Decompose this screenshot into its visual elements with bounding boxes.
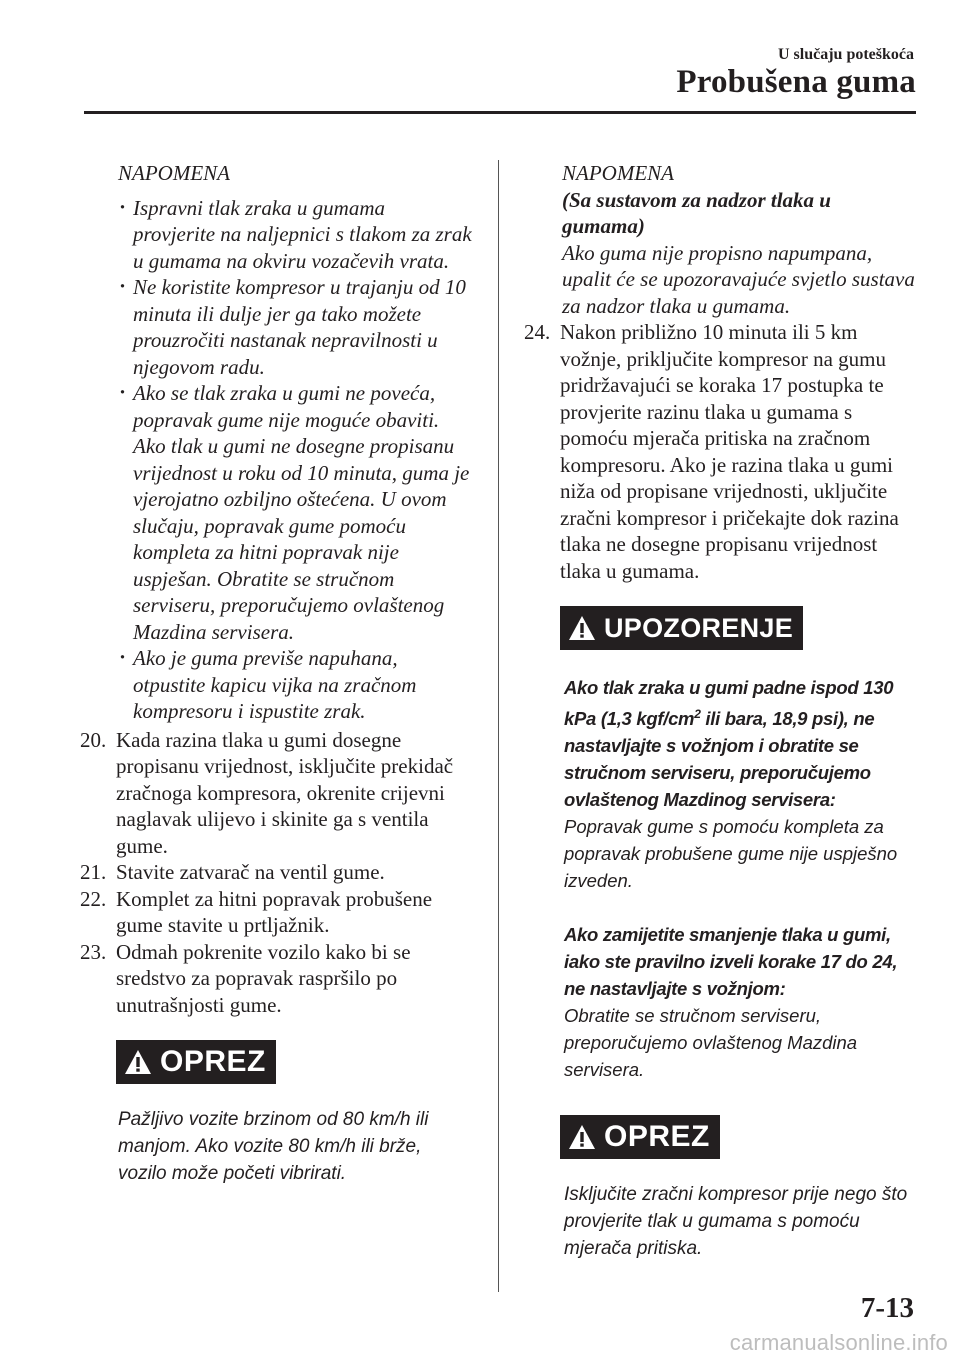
warning-text: Obratite se stručnom serviseru, preporučujemo ovlaštenog Mazdina servisera. — [564, 1005, 858, 1081]
caution-section — [524, 1115, 916, 1159]
warning-label: UPOZORENJE — [604, 612, 794, 643]
step-item — [80, 886, 472, 939]
note-box — [80, 160, 472, 725]
caution-label: OPREZ — [160, 1044, 266, 1078]
caution-callout — [80, 1106, 472, 1187]
step-number: 21. — [80, 860, 107, 884]
step-item — [524, 319, 916, 584]
warning-callout — [524, 674, 916, 1083]
caution-text: Pažljivo vozite brzinom od 80 km/h ili manjom. Ako vozite 80 km/h ili brže, vozilo može početi vibrirati. — [118, 1109, 429, 1184]
step-number: 22. — [80, 886, 107, 911]
caution-callout — [524, 1181, 916, 1262]
note-text: Ako guma nije propisno napumpana, upalit će se upozoravajuće svjetlo sustava za nadzor tlaka u gumama. — [562, 240, 915, 318]
caution-text: Isključite zračni kompresor prije nego što provjerite tlak u gumama s pomoću mjerača pritiska. — [564, 1184, 908, 1260]
column-divider — [498, 160, 499, 1292]
step-text: Nakon približno 10 minuta ili 5 km vožnje, priključite kompresor na gumu pridržavajući se koraka 17 postupka te provjerite razinu tlaka u gumama s pomoću mjerača pritiska na zračnom kompresoru. Ako je razina tlaka u gumi niža od propisane vrijednosti, uključite zračni kompresor i pričekajte dok razina tlaka ne dosegne propisanu vrijednost tlaka u gumama. — [560, 320, 899, 583]
header-divider — [84, 111, 916, 114]
note-bullet: · Ako se tlak zraka u gumi ne poveća, popravak gume nije moguće obaviti. Ako tlak u gumi ne dosegne propisanu vrijednost u roku od 10 minuta, guma je vjerojatno ozbiljno oštećena. U ovom slučaju, popravak gume pomoću kompleta za hitni popravak nije uspješan. Obratite se stručnom serviseru, preporučujemo ovlaštenog Mazdina servisera. — [118, 380, 472, 645]
step-text: Odmah pokrenite vozilo kako bi se sredstvo za popravak raspršilo po unutrašnjosti gume. — [116, 939, 411, 1017]
right-column — [524, 160, 916, 1262]
page-title: Probušena guma — [676, 64, 916, 100]
note-heading: NAPOMENA — [118, 161, 230, 185]
step-text: Stavite zatvarač na ventil gume. — [116, 860, 385, 884]
caution-badge — [560, 1115, 720, 1159]
warning-triangle-icon — [568, 615, 596, 641]
step-list — [80, 727, 472, 1019]
step-number: 23. — [80, 939, 107, 964]
step-item — [80, 859, 472, 886]
note-box — [524, 160, 916, 319]
step-list — [524, 319, 916, 584]
warning-text: Popravak gume s pomoću kompleta za popravak probušene gume nije uspješno izveden. — [564, 816, 898, 892]
warning-triangle-icon — [124, 1049, 152, 1075]
note-subheading: (Sa sustavom za nadzor tlaka u gumama) — [562, 187, 831, 238]
watermark: carmanualsonline.info — [729, 1330, 948, 1355]
step-item — [80, 727, 472, 860]
caution-label: OPREZ — [604, 1119, 710, 1153]
warning-section — [524, 606, 916, 650]
page-number: 7-13 — [860, 1292, 914, 1324]
warning-strong-text: Ako tlak zraka u gumi padne ispod 130 kPa (1,3 kgf/$cm^2$ ili bara, 18,9 psi), ne nastavljajte s vožnjom i obratite se stručnom serviseru, preporučujemo ovlaštenog Mazdinog servisera: — [564, 677, 894, 811]
caution-badge — [116, 1040, 276, 1084]
warning-strong-text: Ako zamijetite smanjenje tlaka u gumi, iako ste pravilno izveli korake 17 do 24, ne nastavljajte s vožnjom: — [564, 924, 898, 1000]
left-column — [80, 160, 472, 1187]
caution-section — [80, 1040, 472, 1084]
note-bullet: · Ispravni tlak zraka u gumama provjerite na naljepnici s tlakom za zrak u gumama na okviru vozačevih vrata. — [118, 195, 472, 275]
step-item — [80, 939, 472, 1019]
note-bullet-list — [118, 195, 472, 725]
step-text: Komplet za hitni popravak probušene gume stavite u prtljažnik. — [116, 886, 433, 937]
note-bullet: · Ne koristite kompresor u trajanju od 10 minuta ili dulje jer ga tako možete prouzročiti nastanak nepravilnosti u njegovom radu. — [118, 274, 472, 380]
note-bullet: · Ako je guma previše napuhana, otpustite kapicu vijka na zračnom kompresoru i ispustite zrak. — [118, 645, 472, 725]
step-text: Kada razina tlaka u gumi dosegne propisanu vrijednost, isključite prekidač zračnoga kompresora, okrenite crijevni naglavak ulijevo i skinite ga s ventila gume. — [116, 727, 454, 858]
step-number: 20. — [80, 727, 107, 752]
step-number: 24. — [524, 320, 551, 344]
warning-triangle-icon — [568, 1124, 596, 1150]
warning-badge — [560, 606, 803, 650]
note-heading: NAPOMENA — [562, 161, 674, 185]
section-title: U slučaju poteškoća — [777, 46, 914, 63]
